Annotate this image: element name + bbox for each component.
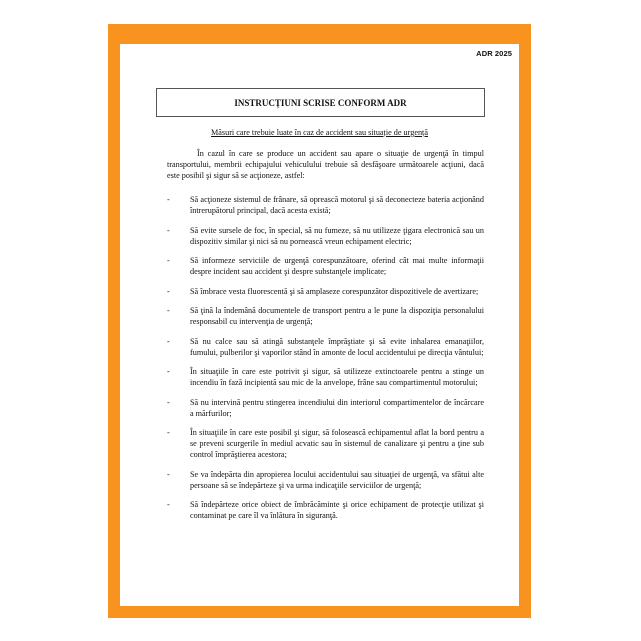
list-item-text: Să ţină la îndemână documentele de transport pentru a le pune la dispoziţia personalului responsabil cu intervenţia de urgenţă; [190,306,484,326]
instruction-list [167,194,484,530]
intro-paragraph: În cazul în care se produce un accident sau apare o situaţie de urgenţă în timpul transportului, membrii echipajului vehiculului trebuie să desfăşoare următoarele acţiuni, dacă este posibil şi sigur să se acţioneze, astfel: [167,149,484,180]
list-item [167,499,484,521]
bullet-dash: - [167,225,170,235]
bullet-dash: - [167,286,170,296]
instruction-sheet [120,44,519,606]
bullet-dash: - [167,367,170,376]
list-item [167,305,484,327]
list-item [167,469,484,491]
bullet-dash: - [167,500,170,509]
orange-border-frame [108,24,531,618]
list-item [167,427,484,460]
bullet-dash: - [167,469,170,479]
list-item-text: Să acţioneze sistemul de frânare, să oprească motorul şi să deconecteze bateria acţionând întrerupătorul principal, dacă acesta există; [190,195,484,215]
list-item-text: Să nu calce sau să atingă substanţele împrăştiate şi să evite inhalarea emanaţiilor, fumului, pulberilor şi vaporilor stând în amonte de locul accidentului pe direcţia vântului; [190,336,484,357]
bullet-dash: - [167,336,170,346]
document-title: INSTRUCȚIUNI SCRISE CONFORM ADR [156,88,485,117]
bullet-dash: - [167,256,170,265]
list-item [167,255,484,277]
list-item-text: Să evite sursele de foc, în special, să nu fumeze, să nu utilizeze ţigara electronică sau un dispozitiv similar şi nici să nu pornească vreun echipament electric; [190,225,484,246]
bullet-dash: - [167,306,170,315]
list-item [167,397,484,419]
list-item-text: Să nu intervină pentru stingerea incendiului din interiorul compartimentelor de încărcare a mărfurilor; [190,397,484,418]
list-item [167,366,484,388]
bullet-dash: - [167,195,170,204]
list-item [167,225,484,247]
document-subtitle: Măsuri care trebuie luate în caz de accident sau situație de urgență [211,128,428,137]
list-item-text: Să informeze serviciile de urgenţă corespunzătoare, oferind cât mai multe informaţii despre incident sau accident şi despre substanţele implicate; [190,256,484,276]
list-item-text: Să îndepărteze orice obiect de îmbrăcăminte şi orice echipament de protecţie utilizat şi contaminat pe care îl va înlătura în siguranţă. [190,500,484,520]
bullet-dash: - [167,428,170,437]
list-item-text: În situaţiile în care este posibil şi sigur, să folosească echipamentul aflat la bord pentru a se preveni scurgerile în mediul acvatic sau în sistemul de canalizare şi pentru a ţine sub control împrăştierea acestora; [190,428,484,459]
list-item [167,336,484,358]
bullet-dash: - [167,397,170,407]
list-item-text: În situaţiile în care este potrivit şi sigur, să utilizeze extinctoarele pentru a stinge un incendiu în fază incipientă sau mic de la anvelope, frâne sau compartimentul motorului; [190,367,484,387]
list-item-text: Se va îndepărta din apropierea locului accidentului sau situaţiei de urgenţă, va sfătui alte persoane să se îndepărteze şi va urma indicaţiile serviciilor de urgenţă; [190,469,484,490]
list-item-text: Să îmbrace vesta fluorescentă şi să amplaseze corespunzător dispozitivele de avertizare; [190,286,479,296]
list-item [167,194,484,216]
adr-badge: ADR 2025 [476,49,512,58]
list-item [167,286,484,297]
